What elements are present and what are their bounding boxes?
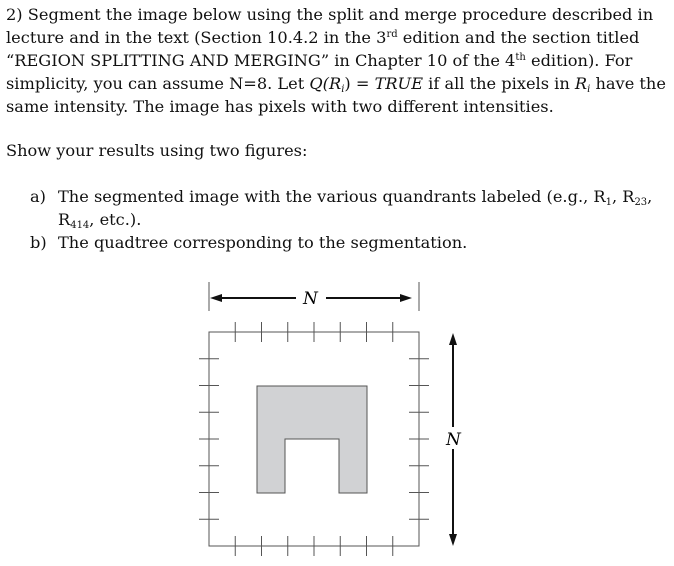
- true-word: TRUE: [374, 74, 424, 93]
- subscript-23: 23: [634, 197, 648, 208]
- top-dim-arrowhead-left: [210, 294, 222, 302]
- problem-line-5: same intensity. The image has pixels with two different intensities.: [6, 97, 554, 116]
- item-a-text-3: ,: [647, 187, 653, 206]
- problem-line-4c: have the: [590, 74, 666, 93]
- subscript-414: 414: [70, 220, 90, 231]
- problem-line-4a: simplicity, you can assume N=8. Let: [6, 74, 310, 93]
- gray-shape: [257, 386, 367, 493]
- superscript-th: th: [515, 52, 526, 63]
- problem-line-4b: if all the pixels in: [423, 74, 575, 93]
- side-dimension-label: N: [446, 430, 461, 450]
- subscript-1: 1: [605, 197, 612, 208]
- q-expression-2: ) =: [344, 74, 375, 93]
- item-text: The quadtree corresponding to the segmentation.: [58, 233, 468, 252]
- top-dim-arrowhead-right: [400, 294, 412, 302]
- subscript-i-2: i: [587, 84, 591, 95]
- problem-line-3a: “REGION SPLITTING AND MERGING” in Chapter 10 of the 4: [6, 51, 516, 70]
- item-a-text-5: , etc.).: [89, 210, 142, 229]
- item-a-text-4: R: [58, 210, 71, 229]
- item-a-text-2: , R: [611, 187, 635, 206]
- instruction: Show your results using two figures:: [6, 141, 308, 160]
- superscript-rd: rd: [386, 29, 398, 40]
- right-dim-arrowhead-bottom: [449, 534, 457, 546]
- region-symbol: R: [574, 74, 588, 93]
- item-label: b): [30, 233, 47, 252]
- problem-line-3b: edition). For: [525, 51, 633, 70]
- subscript-i: i: [341, 84, 345, 95]
- q-expression: Q(R: [309, 74, 342, 93]
- right-dim-arrowhead-top: [449, 333, 457, 345]
- item-a-text-1: The segmented image with the various quandrants labeled (e.g., R: [58, 187, 606, 206]
- problem-line-2: lecture and in the text (Section 10.4.2 in the 3: [6, 28, 387, 47]
- problem-number: 2): [6, 5, 23, 24]
- top-dimension-label: N: [303, 289, 318, 309]
- problem-line-2b: edition and the section titled: [397, 28, 640, 47]
- problem-line-1: Segment the image below using the split and merge procedure described in: [27, 5, 654, 24]
- item-label: a): [30, 187, 46, 206]
